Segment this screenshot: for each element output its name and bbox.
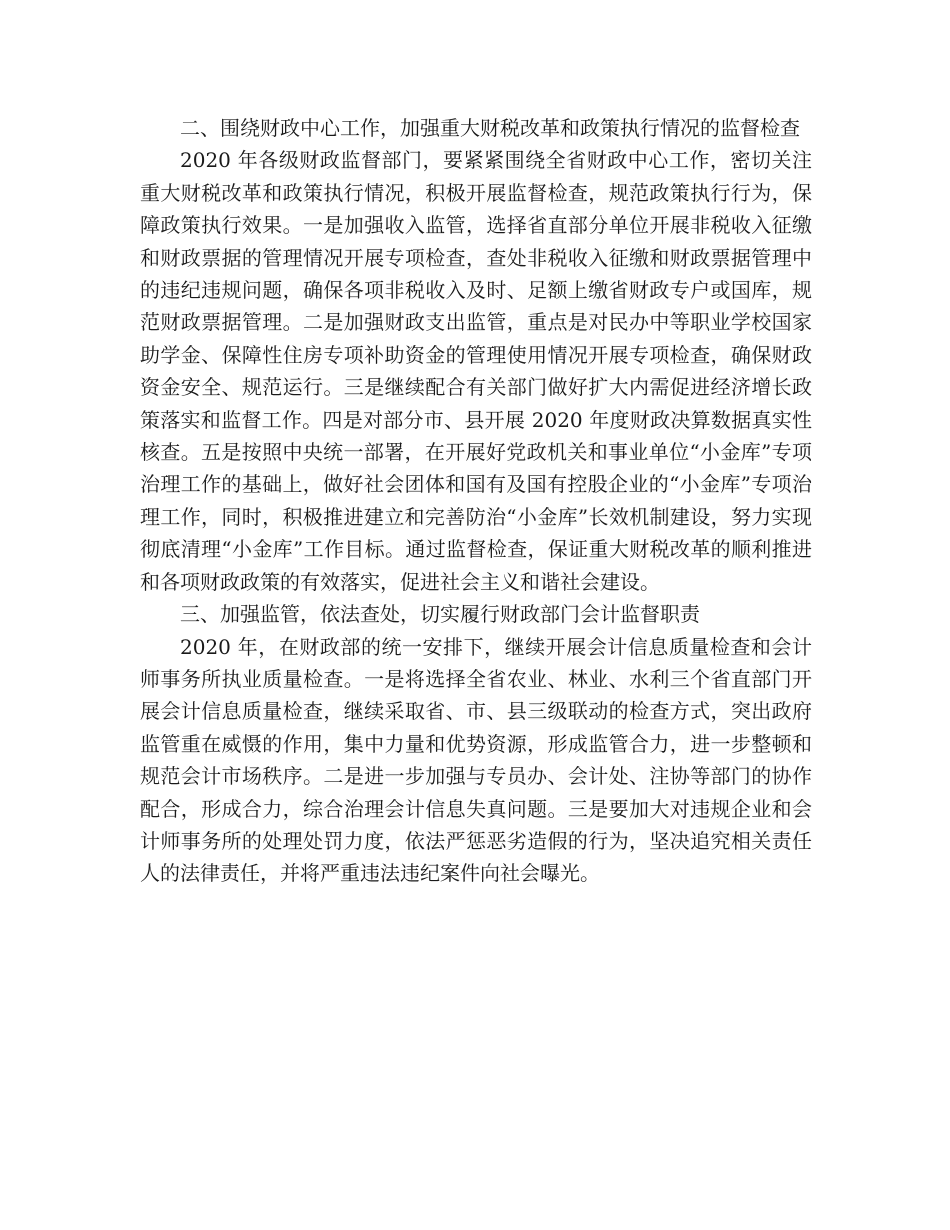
section-heading-3: 三、加强监管，依法查处，切实履行财政部门会计监督职责 — [180, 602, 700, 627]
paragraph-fiscal-supervision: 2020 年各级财政监督部门，要紧紧围绕全省财政中心工作，密切关注重大财税改革和政策执行情况，积极开展监督检查，规范政策执行行为，保障政策执行效果。一是加强收入监管，选择省直部分单位开展非税收入征缴和财政票据的管理情况开展专项检查，查处非税收入征缴和财政票据管理中的违纪违规问题，确保各项非税收入及时、足额上缴省财政专户或国库，规范财政票据管理。二是加强财政支出监管，重点是对民办中等职业学校国家助学金、保障性住房专项补助资金的管理使用情况开展专项检查，确保财政资金安全、规范运行。三是继续配合有关部门做好扩大内需促进经济增长政策落实和监督工作。四是对部分市、县开展 2020 年度财政决算数据真实性核查。五是按照中央统一部署，在开展好党政机关和事业单位“小金库”专项治理工作的基础上，做好社会团体和国有及国有控股企业的“小金库”专项治理工作，同时，积极推进建立和完善防治“小金库”长效机制建设，努力实现彻底清理“小金库”工作目标。通过监督检查，保证重大财税改革的顺利推进和各项财政政策的有效落实，促进社会主义和谐社会建设。 — [140, 148, 812, 594]
paragraph-accounting-supervision: 2020 年，在财政部的统一安排下，继续开展会计信息质量检查和会计师事务所执业质量检查。一是将选择全省农业、林业、水利三个省直部门开展会计信息质量检查，继续采取省、市、县三级联动的检查方式，突出政府监管重在威慑的作用，集中力量和优势资源，形成监管合力，进一步整顿和规范会计市场秩序。二是进一步加强与专员办、会计处、注协等部门的协作配合，形成合力，综合治理会计信息失真问题。三是要加大对违规企业和会计师事务所的处理处罚力度，依法严惩恶劣造假的行为，坚决追究相关责任人的法律责任，并将严重违法违纪案件向社会曝光。 — [140, 634, 812, 886]
section-heading-2: 二、围绕财政中心工作，加强重大财税改革和政策执行情况的监督检查 — [180, 116, 800, 140]
document-body — [140, 112, 812, 890]
